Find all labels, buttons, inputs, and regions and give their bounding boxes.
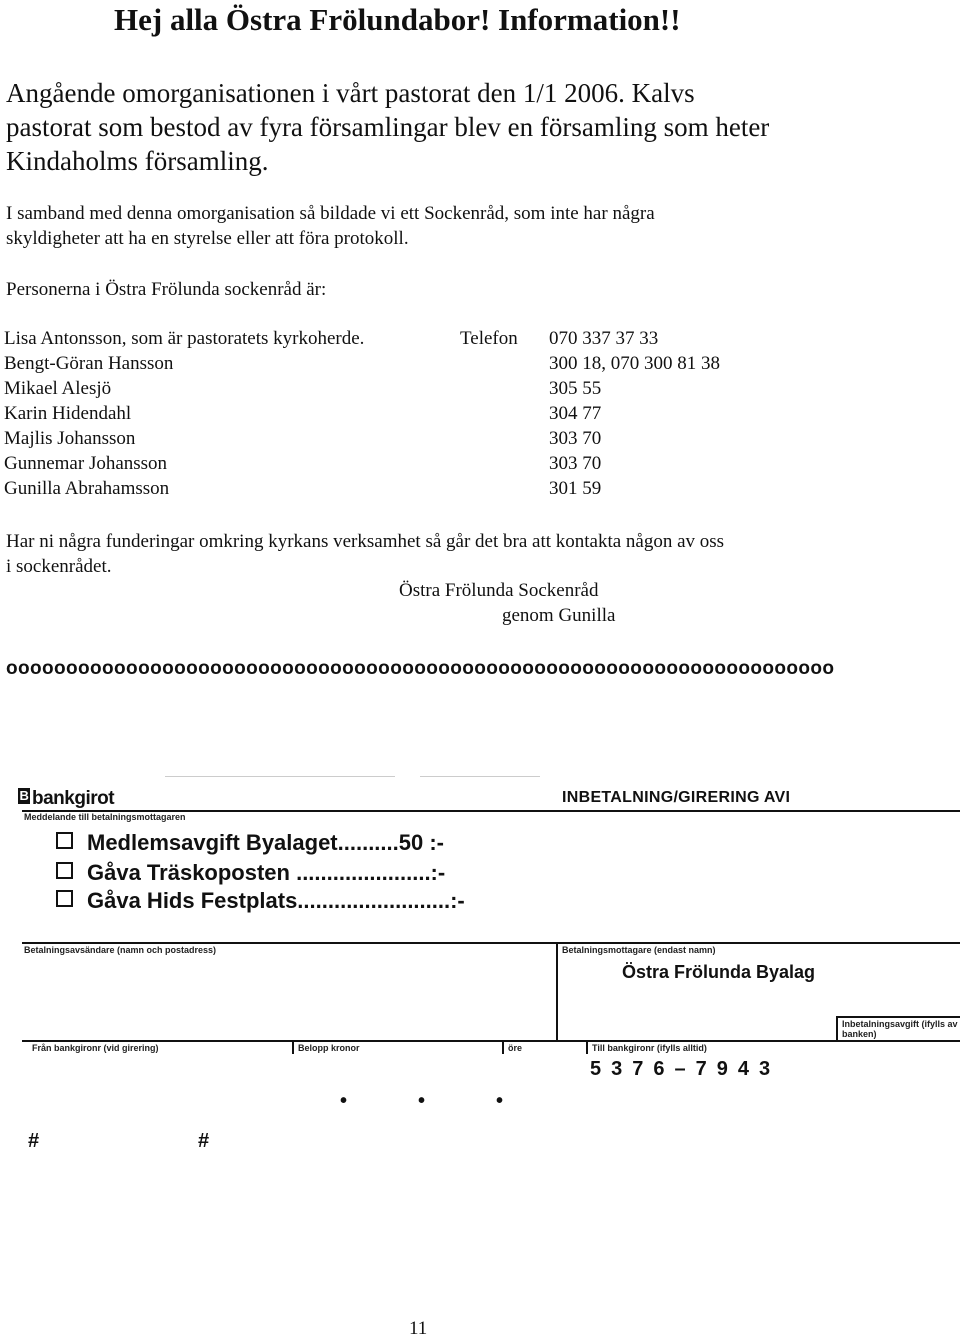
- member-row: [4, 428, 904, 453]
- checkbox-gift-festplats[interactable]: [56, 890, 73, 907]
- signature-name: genom Gunilla: [502, 605, 616, 626]
- page-number: 11: [409, 1318, 428, 1339]
- form-item-gift-festplats: [56, 888, 465, 914]
- intro-line-1: Angående omorganisationen i vårt pastorat den 1/1 2006. Kalvs: [6, 78, 695, 108]
- form-type: INBETALNING/GIRERING AVI: [562, 789, 791, 806]
- member-phone: 305 55: [549, 378, 602, 399]
- closing-line-1: Har ni några funderingar omkring kyrkans verksamhet så går det bra att kontakta någon av oss: [6, 531, 725, 552]
- bankgiro-number: 5376–7943: [590, 1058, 781, 1080]
- deposit-fee-label: Inbetalningsavgift (ifylls av banken): [842, 1019, 958, 1039]
- member-name: Karin Hidendahl: [4, 403, 132, 424]
- closing-line-2: i sockenrådet.: [6, 556, 112, 577]
- ocr-dot-mark: •: [340, 1090, 348, 1112]
- member-phone: 303 70: [549, 453, 602, 474]
- member-row: [4, 353, 904, 378]
- ocr-hash-mark: #: [28, 1130, 40, 1152]
- signature-org: Östra Frölunda Sockenråd: [399, 580, 599, 601]
- phone-label: Telefon: [460, 328, 518, 349]
- member-name: Gunnemar Johansson: [4, 453, 168, 474]
- bankgirot-logo-mark: B: [19, 788, 29, 803]
- from-bankgiro-label: Från bankgironr (vid girering): [32, 1043, 159, 1053]
- intro-line-3: Kindaholms församling.: [6, 146, 269, 176]
- member-name: Gunilla Abrahamsson: [4, 478, 170, 499]
- form-item-gift-traskoposten: [56, 860, 445, 886]
- member-phone: 303 70: [549, 428, 602, 449]
- bankgirot-logo-text: bankgirot: [32, 788, 115, 809]
- member-name: Mikael Alesjö: [4, 378, 112, 399]
- paragraph-line-1: I samband med denna omorganisation så bildade vi ett Sockenråd, som inte har några: [6, 203, 655, 224]
- ocr-dot-mark: •: [496, 1090, 504, 1112]
- form-item-membership: [56, 830, 444, 856]
- member-name: Bengt-Göran Hansson: [4, 353, 174, 374]
- ore-label: öre: [508, 1043, 523, 1053]
- member-row: [4, 403, 904, 428]
- member-phone: 070 337 37 33: [549, 328, 659, 349]
- member-phone: 301 59: [549, 478, 602, 499]
- checkbox-gift-traskoposten[interactable]: [56, 862, 73, 879]
- member-row: [4, 378, 904, 403]
- bankgiro-form: [0, 740, 960, 1190]
- checkbox-membership[interactable]: [56, 832, 73, 849]
- recipient-name: Östra Frölunda Byalag: [622, 962, 816, 982]
- members-intro: Personerna i Östra Frölunda sockenråd är:: [6, 279, 327, 300]
- member-row: [4, 328, 904, 353]
- page-title: Hej alla Östra Frölundabor! Information!!: [114, 2, 681, 37]
- item-label: Gåva Träskoposten ......................:-: [87, 860, 446, 885]
- divider-line: ooooooooooooooooooooooooooooooooooooooooooooooooooooooooooooooooooooo: [6, 658, 835, 679]
- member-row: [4, 453, 904, 478]
- amount-label: Belopp kronor: [298, 1043, 360, 1053]
- paragraph-line-2: skyldigheter att ha en styrelse eller att föra protokoll.: [6, 228, 409, 249]
- ocr-dot-mark: •: [418, 1090, 426, 1112]
- member-name: Lisa Antonsson, som är pastoratets kyrkoherde.: [4, 328, 365, 349]
- member-row: [4, 478, 904, 503]
- member-phone: 304 77: [549, 403, 602, 424]
- item-label: Gåva Hids Festplats.........................:-: [87, 888, 465, 913]
- recipient-label: Betalningsmottagare (endast namn): [562, 945, 716, 955]
- item-label: Medlemsavgift Byalaget..........50 :-: [87, 830, 444, 855]
- sender-label: Betalningsavsändare (namn och postadress): [24, 945, 217, 955]
- intro-line-2: pastorat som bestod av fyra församlingar blev en församling som heter: [6, 112, 770, 142]
- to-bankgiro-label: Till bankgironr (ifylls alltid): [592, 1043, 707, 1053]
- member-name: Majlis Johansson: [4, 428, 136, 449]
- ocr-hash-mark: #: [198, 1130, 210, 1152]
- bankgirot-logo: [18, 788, 114, 810]
- member-phone: 300 18, 070 300 81 38: [549, 353, 720, 374]
- message-label: Meddelande till betalningsmottagaren: [24, 812, 186, 822]
